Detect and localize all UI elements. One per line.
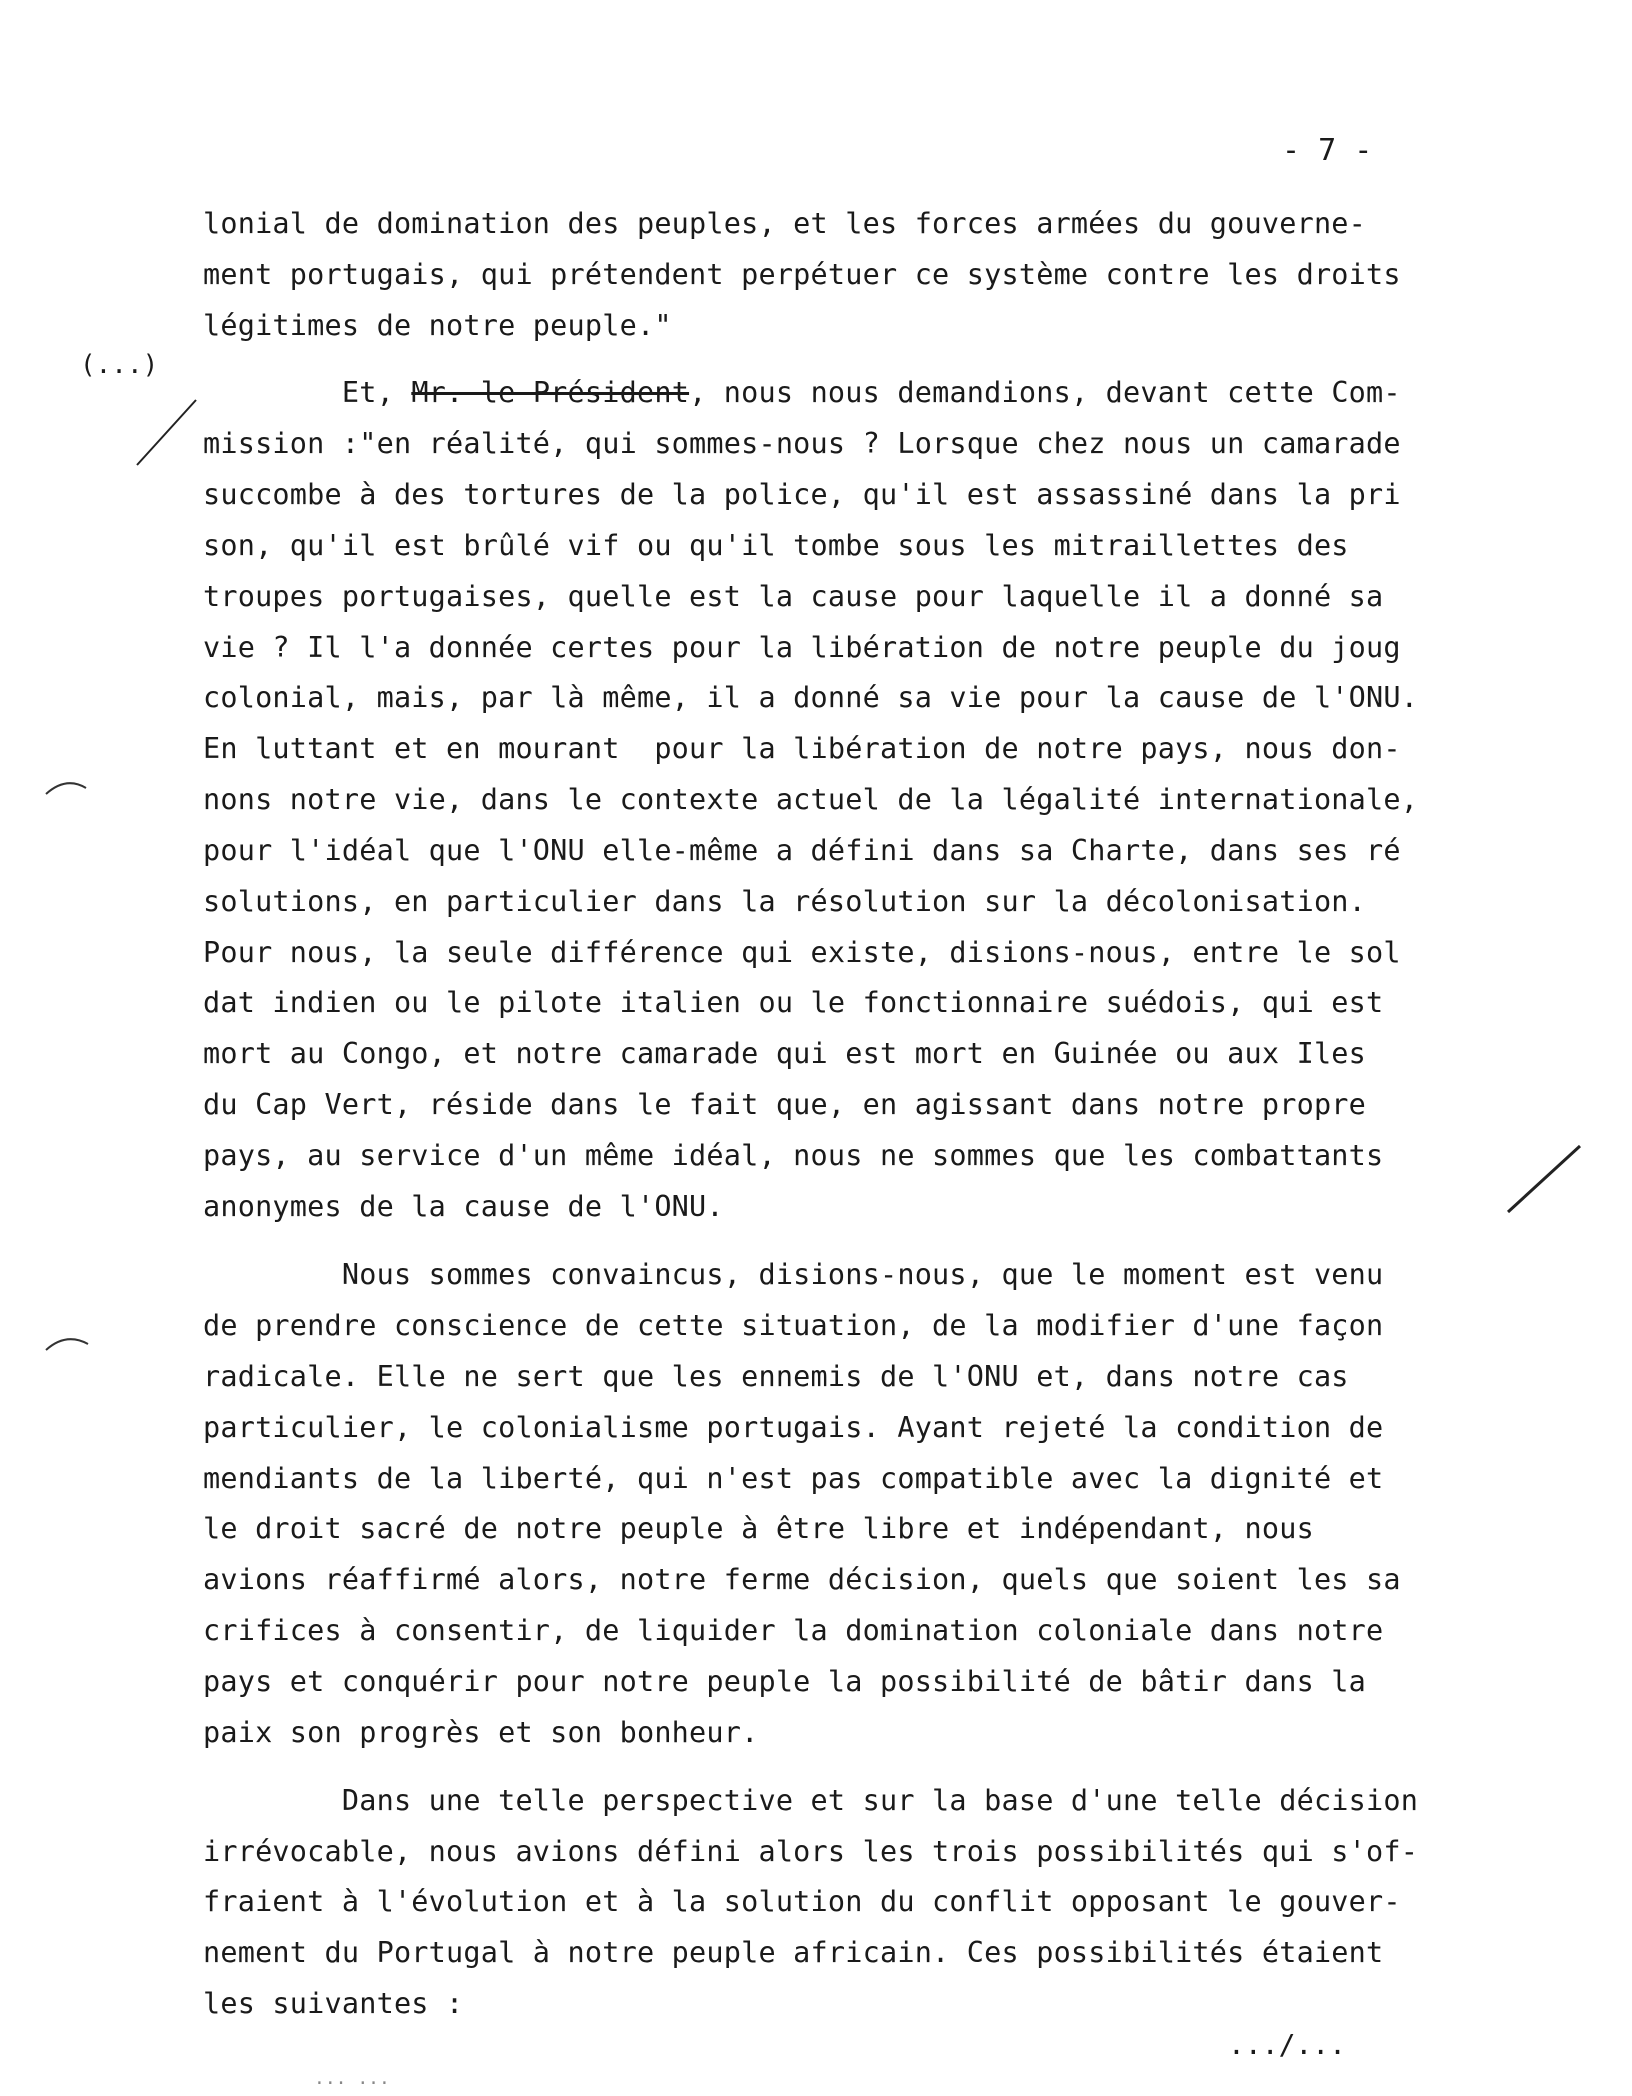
text-line: fraient à l'évolution et à la solution du conflit opposant le gouver- (203, 1885, 1401, 1918)
text-line: mendiants de la liberté, qui n'est pas compatible avec la dignité et (203, 1462, 1384, 1495)
text-line: mort au Congo, et notre camarade qui est mort en Guinée ou aux Iles (203, 1037, 1367, 1070)
line-rest: , nous nous demandions, devant cette Com- (689, 376, 1401, 409)
text-line: pays, au service d'un même idéal, nous ne sommes que les combattants (203, 1139, 1384, 1172)
text-line: ment portugais, qui prétendent perpétuer ce système contre les droits (203, 258, 1401, 291)
text-line: mission :"en réalité, qui sommes-nous ? Lorsque chez nous un camarade (203, 427, 1401, 460)
text-line: le droit sacré de notre peuple à être libre et indépendant, nous (203, 1512, 1314, 1545)
text-line: troupes portugaises, quelle est la cause pour laquelle il a donné sa (203, 580, 1384, 613)
text-line: paix son progrès et son bonheur. (203, 1716, 759, 1749)
text-line: avions réaffirmé alors, notre ferme décision, quels que soient les sa (203, 1563, 1401, 1596)
text-line: particulier, le colonialisme portugais. Ayant rejeté la condition de (203, 1411, 1384, 1444)
line-indent: Et, (203, 376, 412, 409)
struck-text: Mr. le Président (411, 376, 690, 409)
text-line: colonial, mais, par là même, il a donné sa vie pour la cause de l'ONU. (203, 681, 1419, 714)
text-line: crifices à consentir, de liquider la domination coloniale dans notre (203, 1614, 1384, 1647)
text-line: nons notre vie, dans le contexte actuel de la légalité internationale, (203, 783, 1419, 816)
margin-arc-mark (46, 783, 86, 794)
text-line: solutions, en particulier dans la résolution sur la décolonisation. (203, 885, 1367, 918)
text-line: anonymes de la cause de l'ONU. (203, 1190, 724, 1223)
margin-ellipsis-annotation: (...) (80, 350, 159, 380)
text-line: pour l'idéal que l'ONU elle-même a défini dans sa Charte, dans ses ré (203, 834, 1401, 867)
text-line: les suivantes : (203, 1987, 464, 2020)
text-line: de prendre conscience de cette situation, de la modifier d'une façon (203, 1309, 1384, 1342)
text-line: vie ? Il l'a donnée certes pour la libération de notre peuple du joug (203, 631, 1401, 664)
bottom-dots: ... ... (314, 2068, 390, 2089)
margin-arc-mark-2 (46, 1339, 88, 1350)
text-line: légitimes de notre peuple." (203, 309, 672, 342)
text-line: son, qu'il est brûlé vif ou qu'il tombe sous les mitraillettes des (203, 529, 1349, 562)
text-line: En luttant et en mourant pour la libération de notre pays, nous don- (203, 732, 1401, 765)
text-line: pays et conquérir pour notre peuple la possibilité de bâtir dans la (203, 1665, 1367, 1698)
continuation-marker: .../... (1228, 2028, 1347, 2061)
text-line: Nous sommes convaincus, disions-nous, que le moment est venu (203, 1258, 1384, 1291)
text-line: dat indien ou le pilote italien ou le fonctionnaire suédois, qui est (203, 986, 1384, 1019)
text-line: nement du Portugal à notre peuple africain. Ces possibilités étaient (203, 1936, 1384, 1969)
page-number: - 7 - (1282, 133, 1373, 168)
text-line: Pour nous, la seule différence qui existe, disions-nous, entre le sol (203, 936, 1401, 969)
text-line: lonial de domination des peuples, et les forces armées du gouverne- (203, 207, 1367, 240)
text-line-with-strike (203, 375, 1575, 411)
text-line: succombe à des tortures de la police, qu'il est assassiné dans la pri (203, 478, 1401, 511)
text-line: radicale. Elle ne sert que les ennemis de l'ONU et, dans notre cas (203, 1360, 1349, 1393)
text-line: du Cap Vert, réside dans le fait que, en agissant dans notre propre (203, 1088, 1367, 1121)
text-line: Dans une telle perspective et sur la base d'une telle décision (203, 1784, 1419, 1817)
margin-slash-mark (137, 400, 196, 465)
text-line: irrévocable, nous avions défini alors les trois possibilités qui s'of- (203, 1835, 1419, 1868)
